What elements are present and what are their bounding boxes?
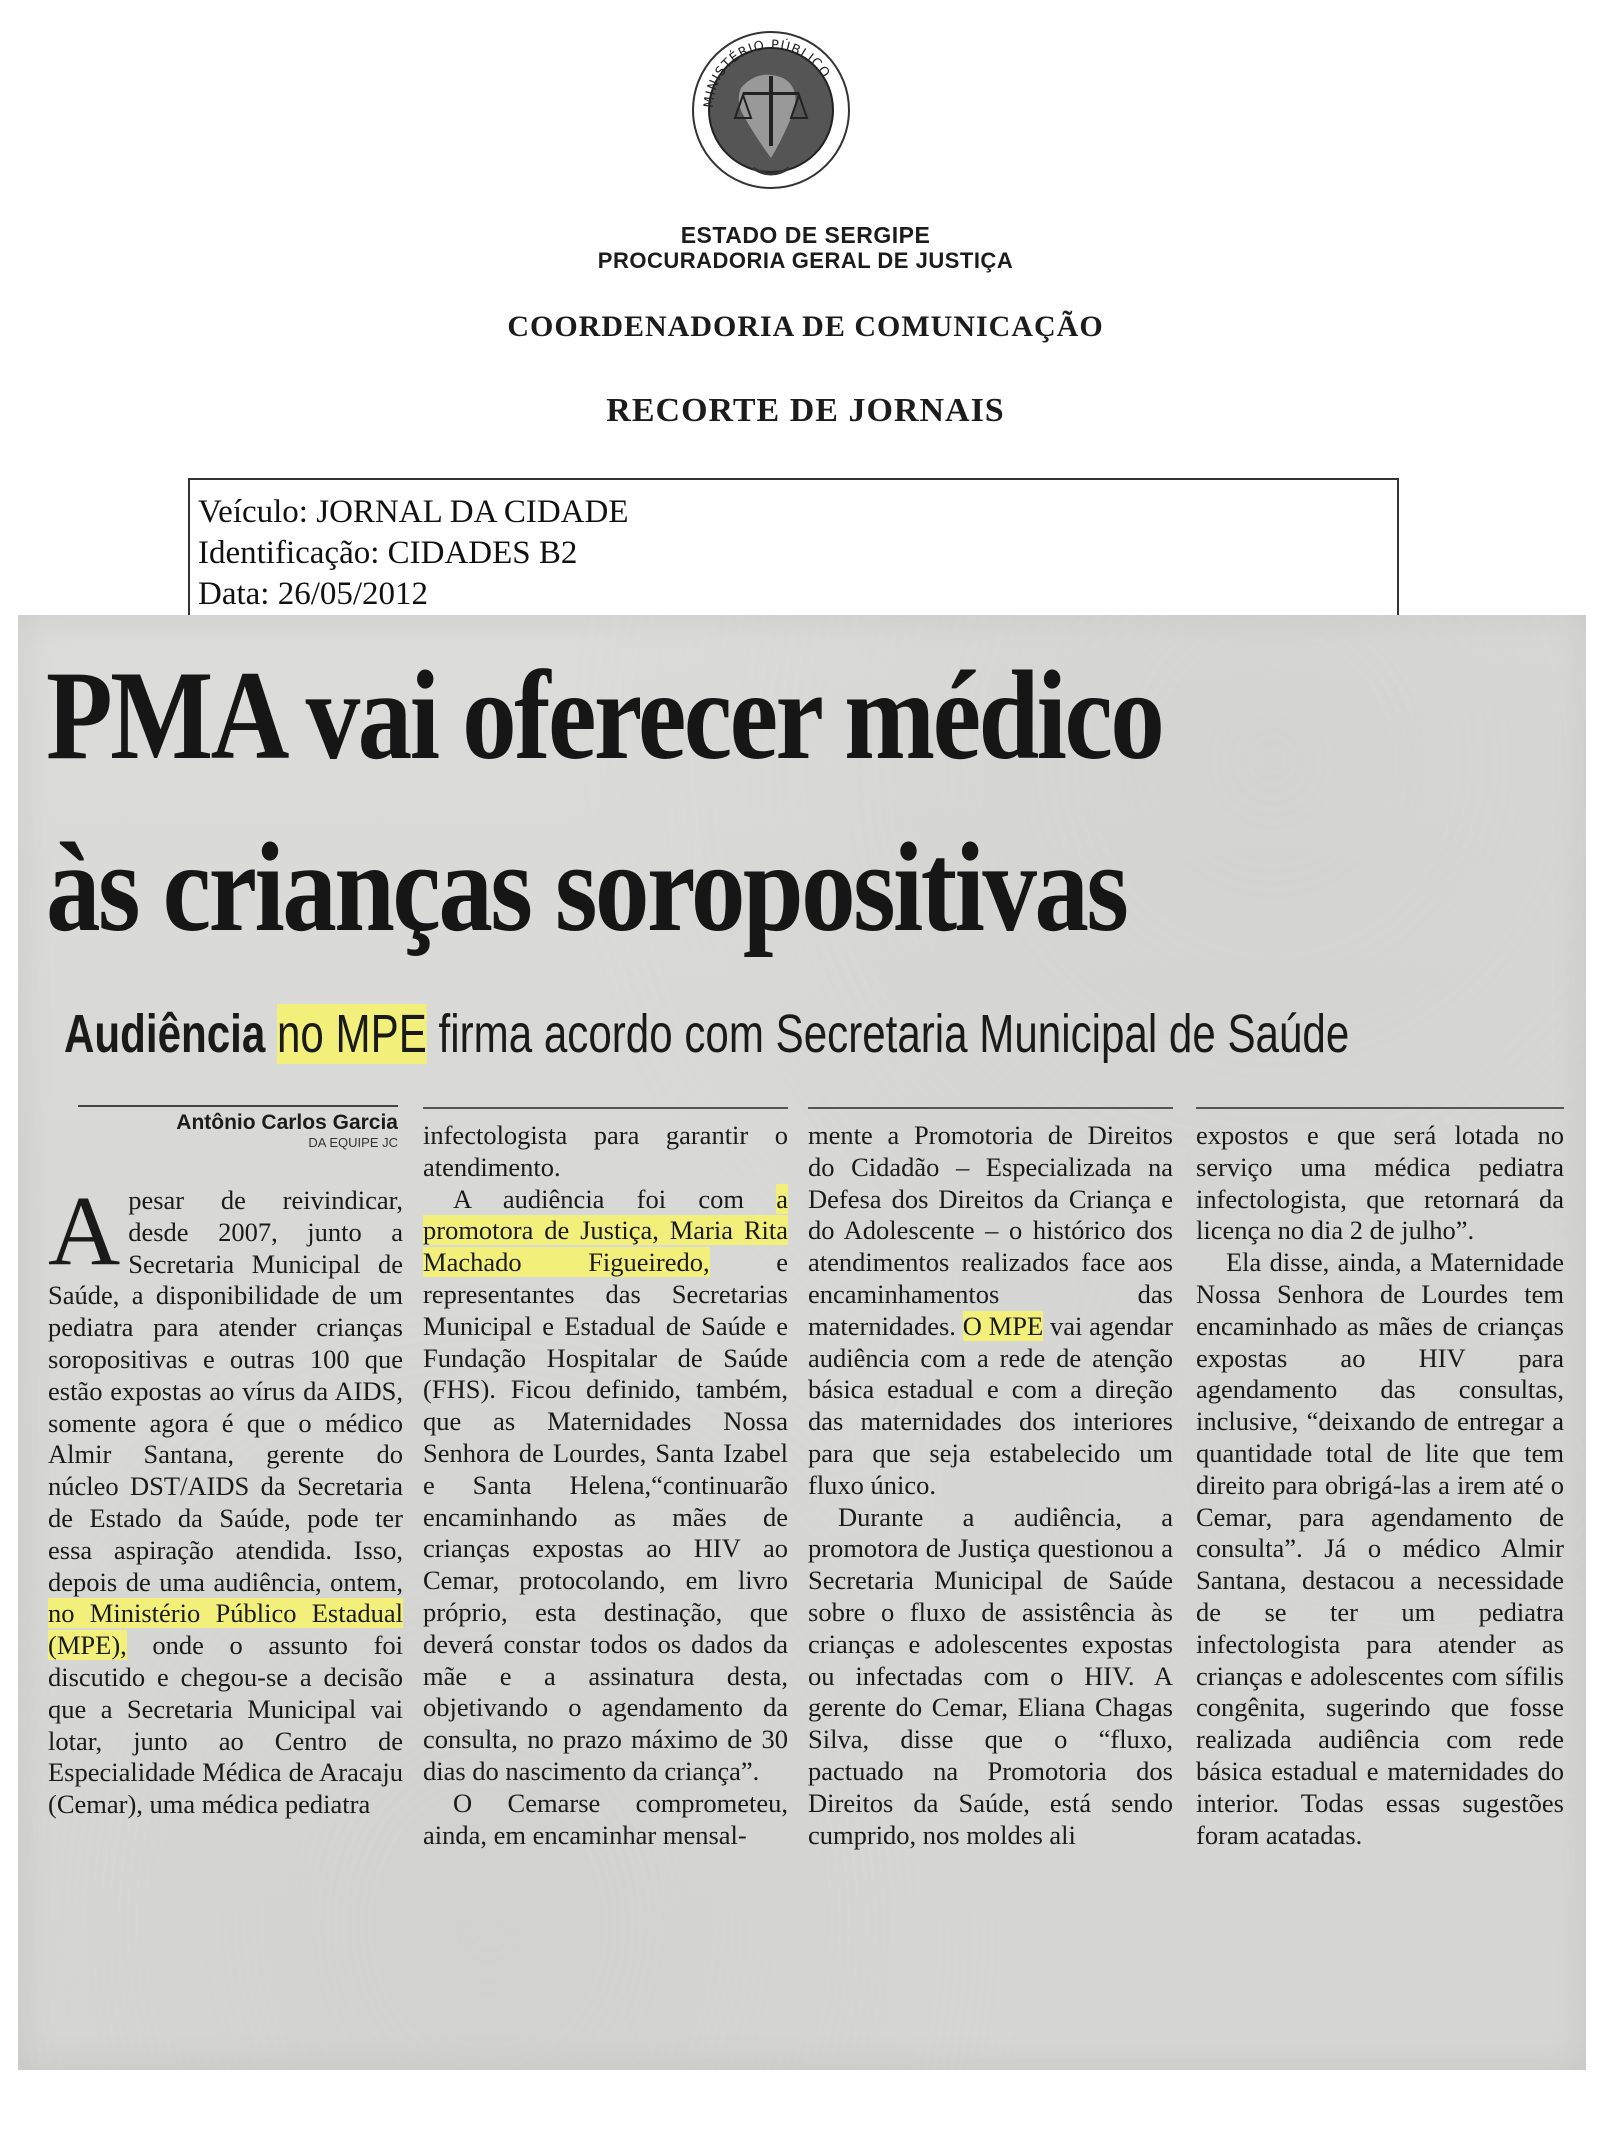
article-column-3 — [808, 1120, 1173, 1851]
col3-paragraph-1 — [808, 1120, 1173, 1502]
subheadline — [64, 1003, 1349, 1065]
col4-paragraph-2: Ela disse, ainda, a Maternidade Nossa Senhora de Lourdes tem encaminhado as mães de crianças expostas ao HIV para agendamento das consultas, inclusive, “deixando de entregar a quantidade total de lite que tem direito para obrigá-las a irem até o Cemar, para agendamento de consulta”. Já o médico Almir Santana, destacou a necessidade de se ter um pediatra infectologista para atender as crianças e adolescentes com sífilis congênita, sugerindo que fosse realizada audiência com rede básica estadual e maternidades do interior. Todas essas sugestões foram acatadas. — [1196, 1247, 1564, 1850]
col3-text-a: mente a Promotoria de Direitos do Cidadão – Especializada na Defesa dos Direitos da Criança e do Adolescente – o histórico dos atendimentos realizados face aos encaminhamentos das maternidades. — [808, 1120, 1173, 1341]
recorte-title: RECORTE DE JORNAIS — [606, 392, 1005, 429]
info-data: Data: 26/05/2012 — [198, 576, 429, 612]
newspaper-clipping — [18, 615, 1586, 2070]
col1-text-b: onde o assunto foi discutido e chegou-se a decisão que a Secretaria Municipal vai lotar, junto ao Centro de Especialidade Médica de Aracaju (Cemar), uma médica pediatra — [48, 1630, 404, 1820]
headline-line-2: às crianças soropositivas — [46, 818, 1127, 958]
ministerio-publico-seal — [683, 18, 858, 193]
column-rule — [1196, 1107, 1564, 1109]
col3-text-b: vai agendar audiência com a rede de atenção básica estadual e com a direção das maternidades dos interiores para que seja estabelecido um fluxo único. — [808, 1310, 1174, 1500]
column-rule — [423, 1107, 788, 1109]
svg-text:MINISTÉRIO PÚBLICO: MINISTÉRIO PÚBLICO — [701, 37, 833, 109]
col2-paragraph-2 — [423, 1184, 788, 1788]
col2-text-b: e representantes das Secretarias Municipal e Estadual de Saúde e Fundação Hospitalar de Saúde (FHS). Ficou definido, também, que as Maternidades Nossa Senhora de Lourdes, Santa Izabel e Santa Helena,“continuarão encaminhando as mães de crianças expostas ao HIV ao Cemar, protocolando, em livro próprio, esta destinação, que deverá constar todos os dados da mãe e a assinatura desta, objetivando o agendamento da consulta, no prazo máximo de 30 dias do nascimento da criança”. — [423, 1247, 788, 1786]
clipping-info-box — [188, 478, 1399, 622]
info-veiculo: Veículo: JORNAL DA CIDADE — [198, 494, 629, 530]
drop-cap: A — [48, 1175, 121, 1286]
state-name: ESTADO DE SERGIPE — [680, 222, 931, 248]
coordenadoria-title: COORDENADORIA DE COMUNICAÇÃO — [507, 310, 1104, 343]
article-column-2 — [423, 1120, 788, 1851]
byline — [78, 1105, 398, 1150]
col2-text-a: A audiência foi com — [453, 1183, 744, 1214]
article-column-1 — [48, 1175, 404, 1821]
subhead-part-1: Audiência — [64, 1004, 266, 1064]
col1-text-a: pesar de reivindicar, desde 2007, junto a Secretaria Municipal de Saúde, a disponibilidade de um pediatra para atender crianças soropositivas e outras 100 que estão expostas ao vírus da AIDS, somente agora é que o médico Almir Santana, gerente do núcleo DST/AIDS da Secretaria de Estado da Saúde, pode ter essa aspiração atendida. Isso, depois de uma audiência, ontem, — [48, 1185, 403, 1597]
article-column-4 — [1196, 1120, 1564, 1851]
col2-highlight: a promotora de Justiça, Maria Rita Machado Figueiredo, — [423, 1183, 789, 1278]
column-rule — [808, 1107, 1173, 1109]
headline-line-1: PMA vai oferecer médico — [46, 646, 1163, 786]
col3-highlight: O MPE — [962, 1310, 1044, 1341]
subhead-part-2: firma acordo com Secretaria Municipal de Saúde — [438, 1004, 1350, 1064]
author-team: DA EQUIPE JC — [308, 1135, 398, 1150]
author-name: Antônio Carlos Garcia — [176, 1111, 398, 1134]
col2-paragraph-1: infectologista para garantir o atendimento. — [423, 1120, 788, 1182]
col4-paragraph-1: expostos e que será lotada no serviço uma médica pediatra infectologista, que retornará da licença no dia 2 de julho”. — [1196, 1120, 1564, 1246]
procuradoria-name: PROCURADORIA GERAL DE JUSTIÇA — [597, 248, 1014, 273]
col3-paragraph-2: Durante a audiência, a promotora de Justiça questionou a Secretaria Municipal de Saúde sobre o fluxo de assistência às crianças e adolescentes expostas ou infectadas com o HIV. A gerente do Cemar, Eliana Chagas Silva, disse que o “fluxo, pactuado na Promotoria dos Direitos da Saúde, está sendo cumprido, nos moldes ali — [808, 1501, 1173, 1850]
col2-paragraph-3: O Cemarse comprometeu, ainda, em encaminhar mensal- — [423, 1787, 788, 1850]
col1-highlight: no Ministério Público Estadual (MPE), — [48, 1598, 403, 1661]
info-identificacao: Identificação: CIDADES B2 — [198, 535, 578, 571]
subhead-highlight: no MPE — [277, 1004, 427, 1064]
